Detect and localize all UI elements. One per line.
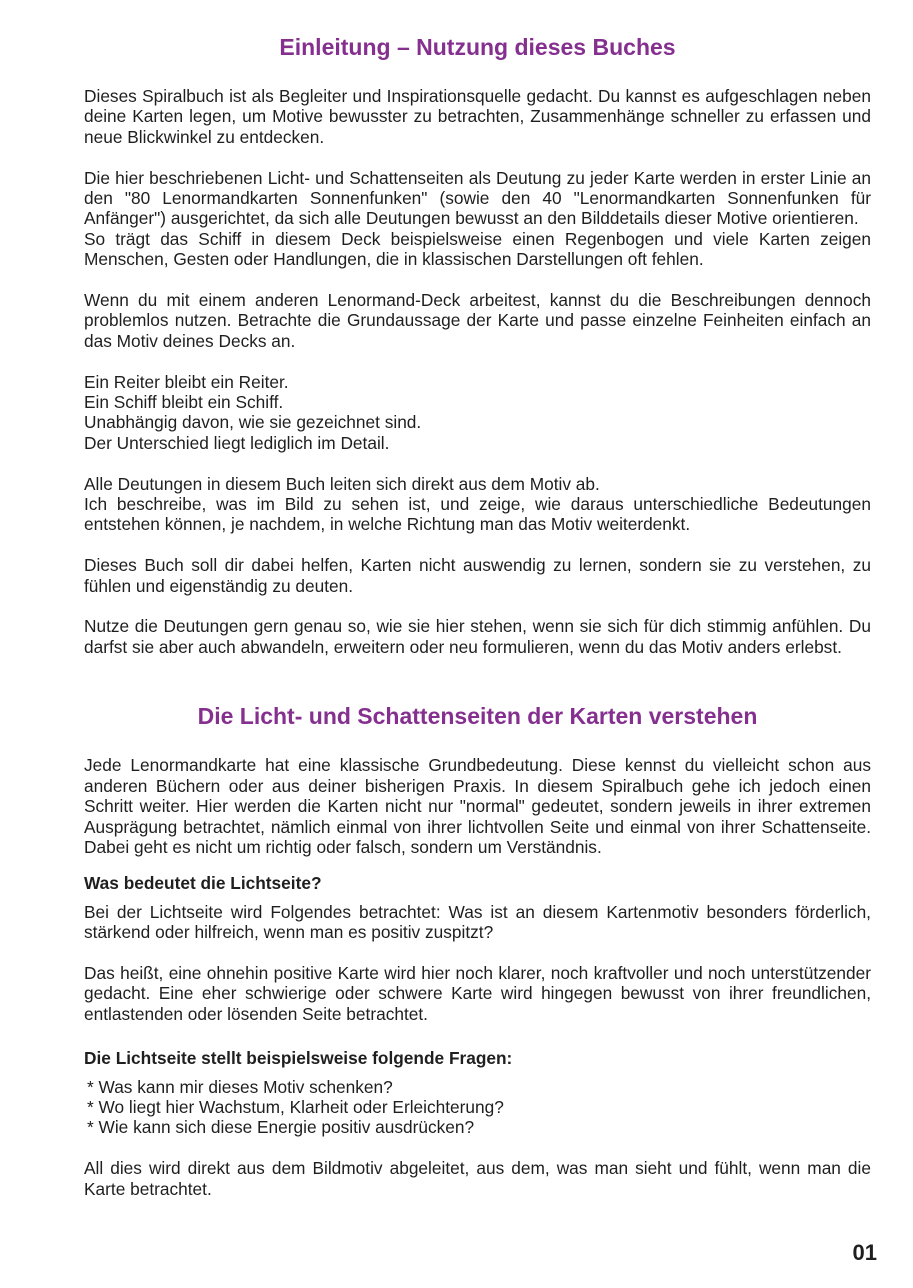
paragraph: So trägt das Schiff in diesem Deck beispielsweise einen Regenbogen und viele Karten zeigen Menschen, Gesten oder Handlungen, die in klassischen Darstellungen oft fehlen. — [84, 228, 871, 270]
paragraph: Dieses Spiralbuch ist als Begleiter und Inspirationsquelle gedacht. Du kannst es aufgeschlagen neben deine Karten legen, um Motive bewusster zu betrachten, Zusammenhänge schneller zu erfassen und neue Blickwinkel zu entdecken. — [84, 86, 871, 147]
introduction-body — [84, 86, 871, 657]
paragraph: Dieses Buch soll dir dabei helfen, Karten nicht auswendig zu lernen, sondern sie zu verstehen, zu fühlen und eigenständig zu deuten. — [84, 555, 871, 596]
paragraph: Das heißt, eine ohnehin positive Karte wird hier noch klarer, noch kraftvoller und noch unterstützender gedacht. Eine eher schwierige oder schwere Karte wird hingegen bewusst von ihrer freundlichen, entlastenden oder lösenden Seite betrachtet. — [84, 962, 871, 1024]
list-item: * Wo liegt hier Wachstum, Klarheit oder Erleichterung? — [87, 1096, 504, 1117]
line: Der Unterschied liegt lediglich im Detail. — [84, 432, 390, 453]
paragraph: Bei der Lichtseite wird Folgendes betrachtet: Was ist an diesem Kartenmotiv besonders förderlich, stärkend oder hilfreich, wenn man es positiv zuspitzt? — [84, 901, 871, 943]
line: Ein Reiter bleibt ein Reiter. — [84, 371, 289, 392]
list-item: * Was kann mir dieses Motiv schenken? — [87, 1076, 393, 1097]
section-title-light-shadow: Die Licht- und Schattenseiten der Karten verstehen — [197, 703, 758, 730]
page-number: 01 — [852, 1239, 877, 1265]
list-item: * Wie kann sich diese Energie positiv ausdrücken? — [87, 1117, 475, 1138]
question-list — [84, 1077, 871, 1138]
paragraph: Die hier beschriebenen Licht- und Schattenseiten als Deutung zu jeder Karte werden in erster Linie an den "80 Lenormandkarten Sonnenfunken" (sowie den 40 "Lenormandkarten Sonnenfunken für Anfänger") ausgerichtet, da sich alle Deutungen bewusst an den Bilddetails dieser Motive orientieren. — [84, 167, 871, 229]
paragraph: Ich beschreibe, was im Bild zu sehen ist, und zeige, wie daraus unterschiedliche Bedeutungen entstehen können, je nachdem, in welche Richtung man das Motiv weiterdenkt. — [84, 494, 871, 535]
line: Unabhängig davon, wie sie gezeichnet sind. — [84, 412, 422, 433]
light-shadow-body — [84, 755, 871, 1199]
line: Ein Schiff bleibt ein Schiff. — [84, 392, 284, 413]
paragraph: Jede Lenormandkarte hat eine klassische Grundbedeutung. Diese kennst du vielleicht schon aus anderen Büchern oder aus deiner bisherigen Praxis. In diesem Spiralbuch gehe ich jedoch einen Schritt weiter. Hier werden die Karten nicht nur "normal" gedeutet, sondern jeweils in ihrer extremen Ausprägung betrachtet, nämlich einmal von ihrer lichtvollen Seite und einmal von ihrer Schattenseite. Dabei geht es nicht um richtig oder falsch, sondern um Verständnis. — [84, 755, 871, 857]
paragraph: Alle Deutungen in diesem Buch leiten sich direkt aus dem Motiv ab. — [84, 473, 600, 494]
subheading-light-side: Was bedeutet die Lichtseite? — [84, 873, 322, 894]
subheading-light-questions: Die Lichtseite stellt beispielsweise folgende Fragen: — [84, 1048, 513, 1069]
section-title-introduction: Einleitung – Nutzung dieses Buches — [279, 34, 676, 60]
paragraph: All dies wird direkt aus dem Bildmotiv abgeleitet, aus dem, was man sieht und fühlt, wenn man die Karte betrachtet. — [84, 1158, 871, 1199]
paragraph: Nutze die Deutungen gern genau so, wie sie hier stehen, wenn sie sich für dich stimmig anfühlen. Du darfst sie aber auch abwandeln, erweitern oder neu formulieren, wenn du das Motiv anders erlebst. — [84, 616, 871, 657]
paragraph: Wenn du mit einem anderen Lenormand-Deck arbeitest, kannst du die Beschreibungen dennoch problemlos nutzen. Betrachte die Grundaussage der Karte und passe einzelne Feinheiten einfach an das Motiv deines Decks an. — [84, 290, 871, 351]
